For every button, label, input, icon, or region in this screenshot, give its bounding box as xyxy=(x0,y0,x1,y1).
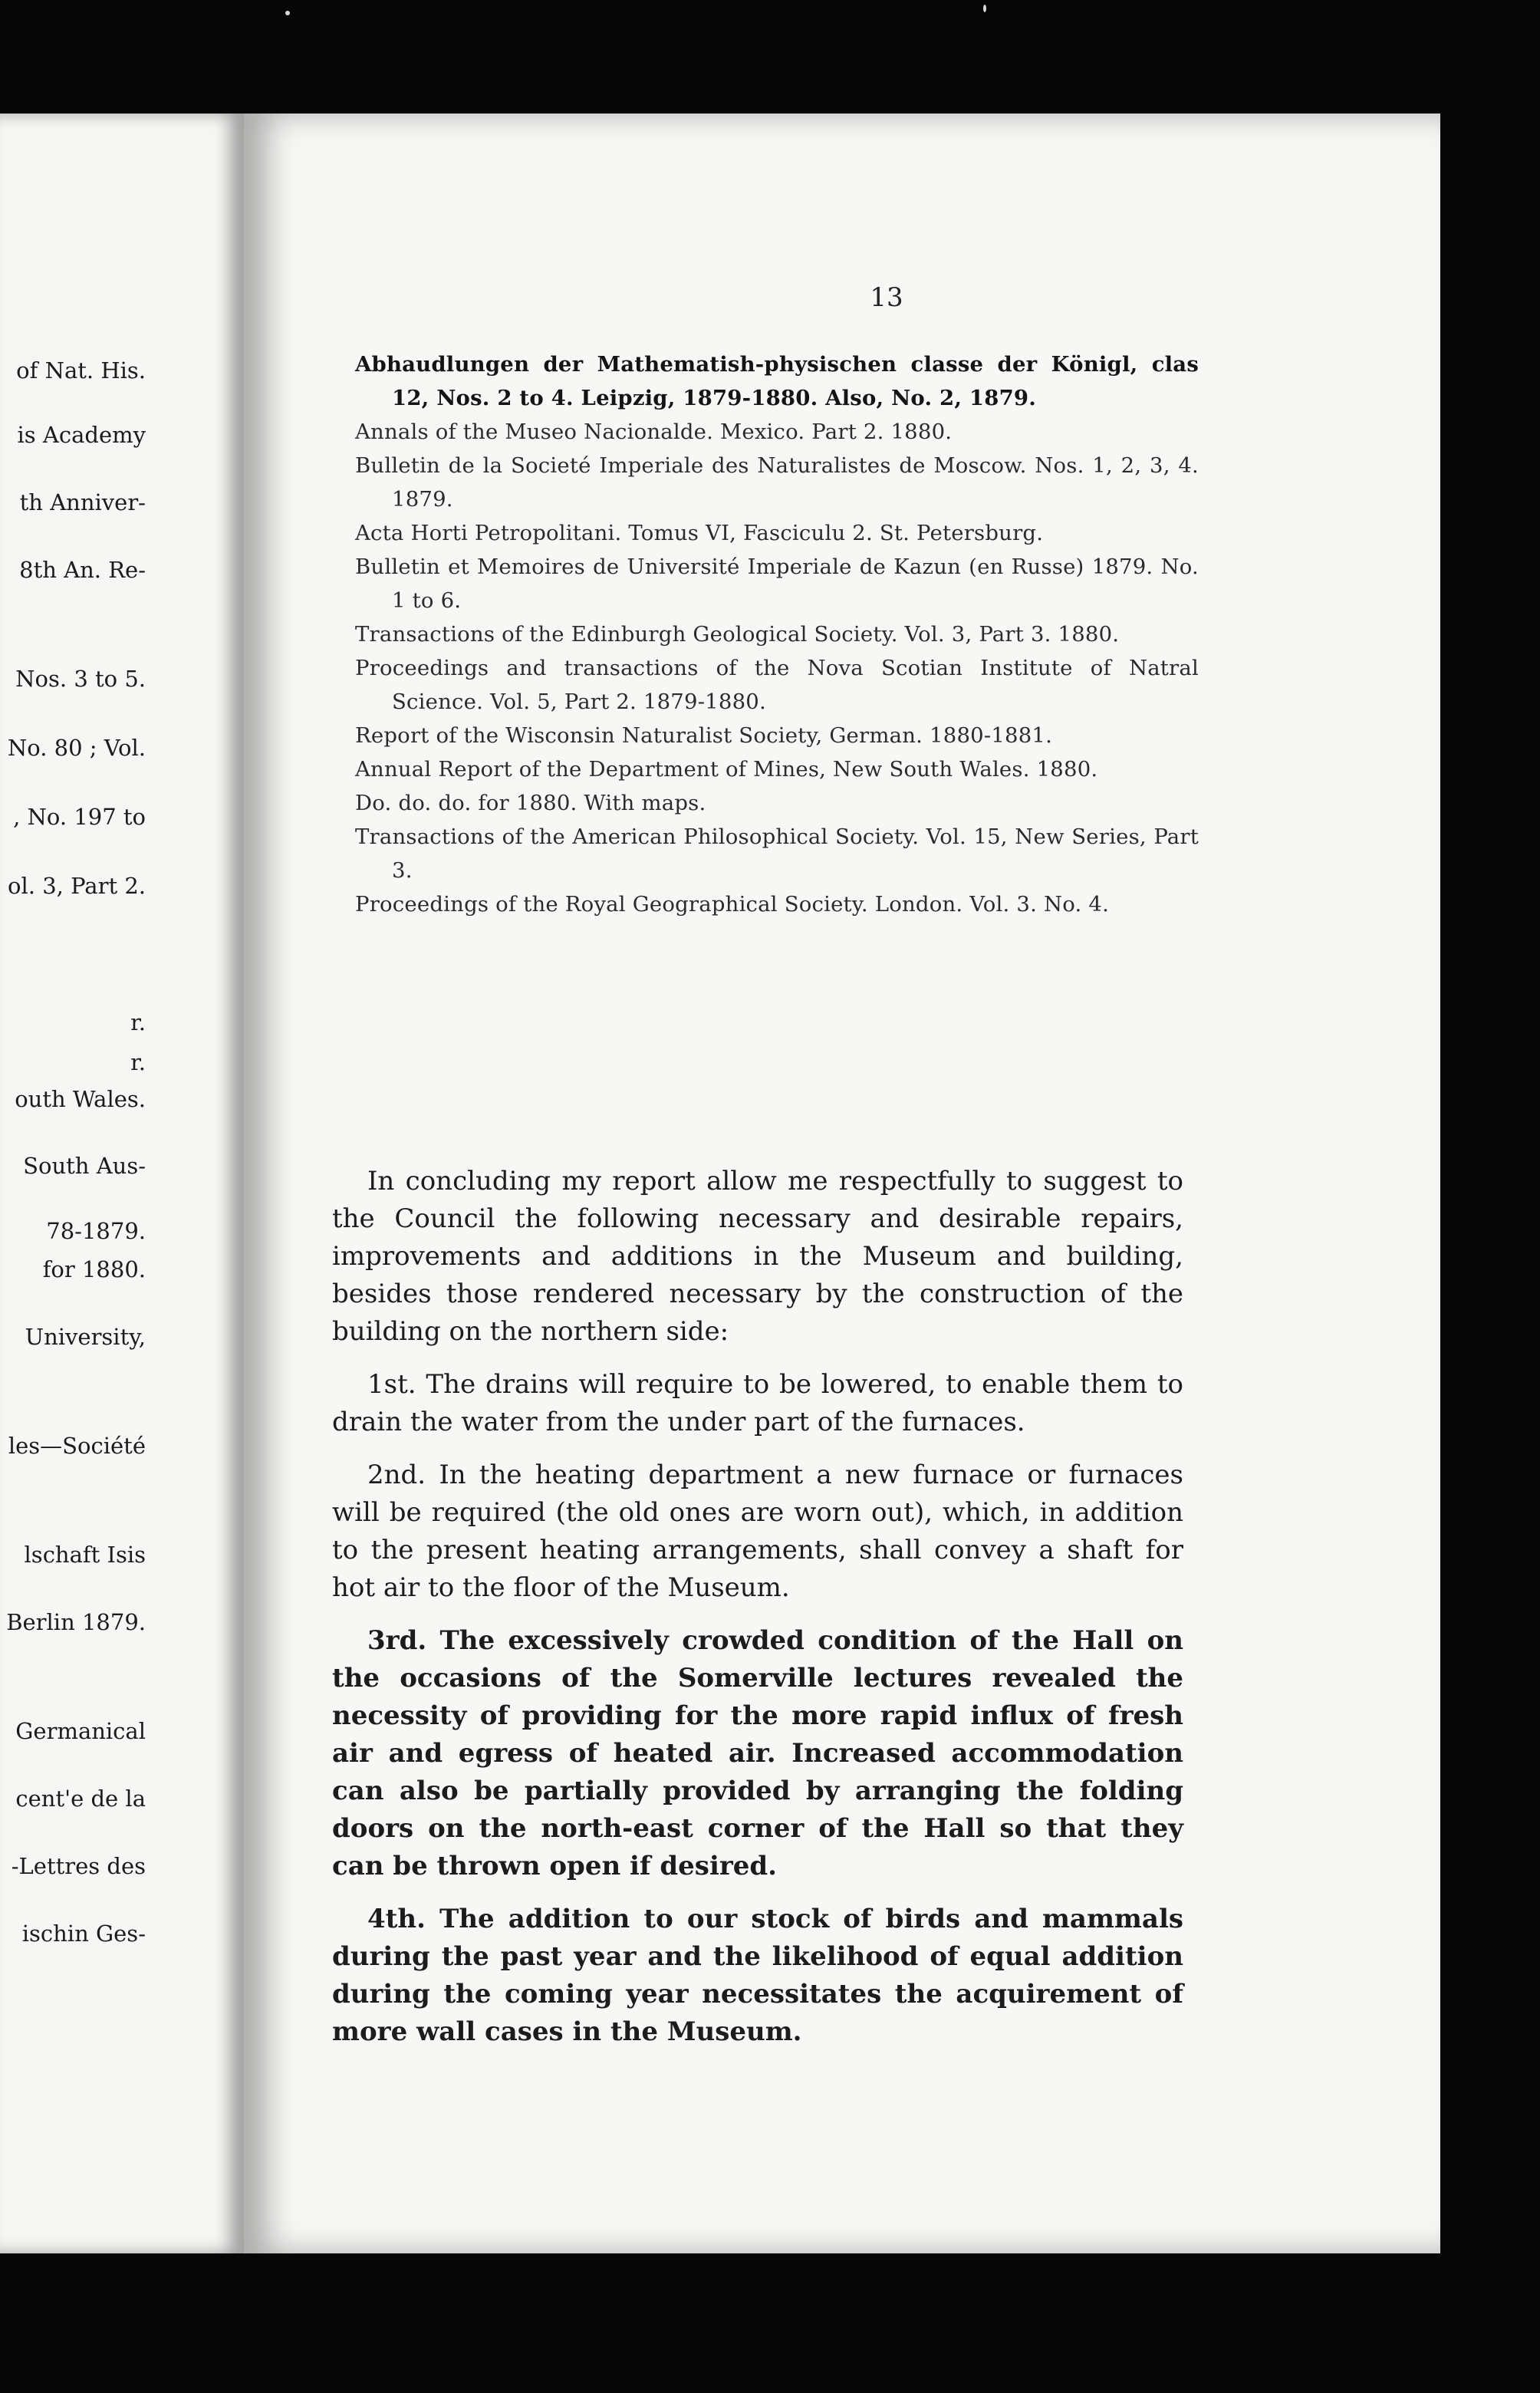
reference-entry: Proceedings and transactions of the Nova Scotian Institute of Natral Science. Vol. 5, Part 2. 1879-1880. xyxy=(355,656,1199,714)
facing-page-line: Germanical xyxy=(15,1718,146,1744)
recommendation-2-heating: 2nd. In the heating department a new furnace or furnaces will be required (the old ones are worn out), which, in addition to the present heating arrangements, shall convey a shaft for hot air to the floor of the Museum. xyxy=(332,1460,1183,1603)
reference-entry: Do. do. do. for 1880. With maps. xyxy=(355,791,706,815)
facing-page-line: ischin Ges- xyxy=(21,1921,146,1947)
reference-entry: Transactions of the Edinburgh Geological Society. Vol. 3, Part 3. 1880. xyxy=(355,622,1120,647)
facing-page-line: South Aus- xyxy=(23,1153,146,1179)
facing-page-line: lschaft Isis xyxy=(24,1542,146,1568)
facing-page-left xyxy=(0,114,255,2253)
page-number: 13 xyxy=(870,282,903,313)
facing-page-line: is Academy xyxy=(17,422,146,448)
recommendation-4-wall-cases: 4th. The addition to our stock of birds and mammals during the past year and the likelihood of equal addition during the coming year necessitates the acquirement of more wall cases in the Museum. xyxy=(332,1904,1183,2047)
facing-page-line: for 1880. xyxy=(42,1256,146,1282)
facing-page-line: r. xyxy=(130,1049,146,1075)
facing-page-line: ol. 3, Part 2. xyxy=(8,873,146,899)
reference-entry: Acta Horti Petropolitani. Tomus VI, Fasciculu 2. St. Petersburg. xyxy=(355,521,1044,545)
recommendation-3-hall-ventilation: 3rd. The excessively crowded condition of the Hall on the occasions of the Somerville lectures revealed the necessity of providing for the more rapid influx of fresh air and egress of heated air. Increased accommodation can also be partially provided by arranging the folding doors on the north-east corner of the Hall so that they can be thrown open if desired. xyxy=(332,1625,1183,1881)
facing-page-line: University, xyxy=(25,1324,146,1350)
scan-speck xyxy=(285,11,290,15)
facing-page-line: outh Wales. xyxy=(15,1086,146,1112)
facing-page-line: No. 80 ; Vol. xyxy=(7,735,146,761)
facing-page-line: Berlin 1879. xyxy=(6,1609,146,1635)
facing-page-line: 8th An. Re- xyxy=(19,557,146,583)
reference-entry: Bulletin et Memoires de Université Imperiale de Kazun (en Russe) 1879. No. 1 to 6. xyxy=(355,555,1199,613)
facing-page-line: cent'e de la xyxy=(15,1786,146,1812)
scan-speck xyxy=(983,5,986,12)
library-references-list xyxy=(355,347,1199,921)
intro-paragraph: In concluding my report allow me respectfully to suggest to the Council the following necessary and desirable repairs, improvements and additions in the Museum and building, besides those rendered necessary by the construction of the building on the northern side: xyxy=(332,1166,1183,1347)
recommendation-1-drains: 1st. The drains will require to be lowered, to enable them to drain the water from the under part of the furnaces. xyxy=(332,1369,1183,1437)
facing-page-line: Nos. 3 to 5. xyxy=(15,666,146,692)
facing-page-line: les—Société xyxy=(8,1433,146,1459)
facing-page-line: th Anniver- xyxy=(19,489,146,515)
facing-page-text xyxy=(0,114,244,2253)
page-13 xyxy=(244,114,1440,2253)
facing-page-line: 78-1879. xyxy=(46,1218,146,1244)
facing-page-line: of Nat. His. xyxy=(16,357,146,383)
report-recommendations xyxy=(332,1163,1183,2066)
reference-entry: Annals of the Museo Nacionalde. Mexico. Part 2. 1880. xyxy=(355,420,953,444)
reference-entry: Annual Report of the Department of Mines, New South Wales. 1880. xyxy=(355,757,1098,782)
reference-entry: Report of the Wisconsin Naturalist Society, German. 1880-1881. xyxy=(355,723,1053,748)
facing-page-line: -Lettres des xyxy=(11,1853,146,1879)
facing-page-line: r. xyxy=(130,1009,146,1035)
facing-page-line: , No. 197 to xyxy=(13,804,146,830)
reference-entry: Transactions of the American Philosophical Society. Vol. 15, New Series, Part 3. xyxy=(355,825,1199,883)
reference-entry: Abhaudlungen der Mathematish-physischen classe der Königl, clas 12, Nos. 2 to 4. Leipzig, 1879-1880. Also, No. 2, 1879. xyxy=(355,352,1199,410)
reference-entry: Bulletin de la Societé Imperiale des Naturalistes de Moscow. Nos. 1, 2, 3, 4. 1879. xyxy=(355,453,1199,512)
reference-entry: Proceedings of the Royal Geographical Society. London. Vol. 3. No. 4. xyxy=(355,892,1110,917)
